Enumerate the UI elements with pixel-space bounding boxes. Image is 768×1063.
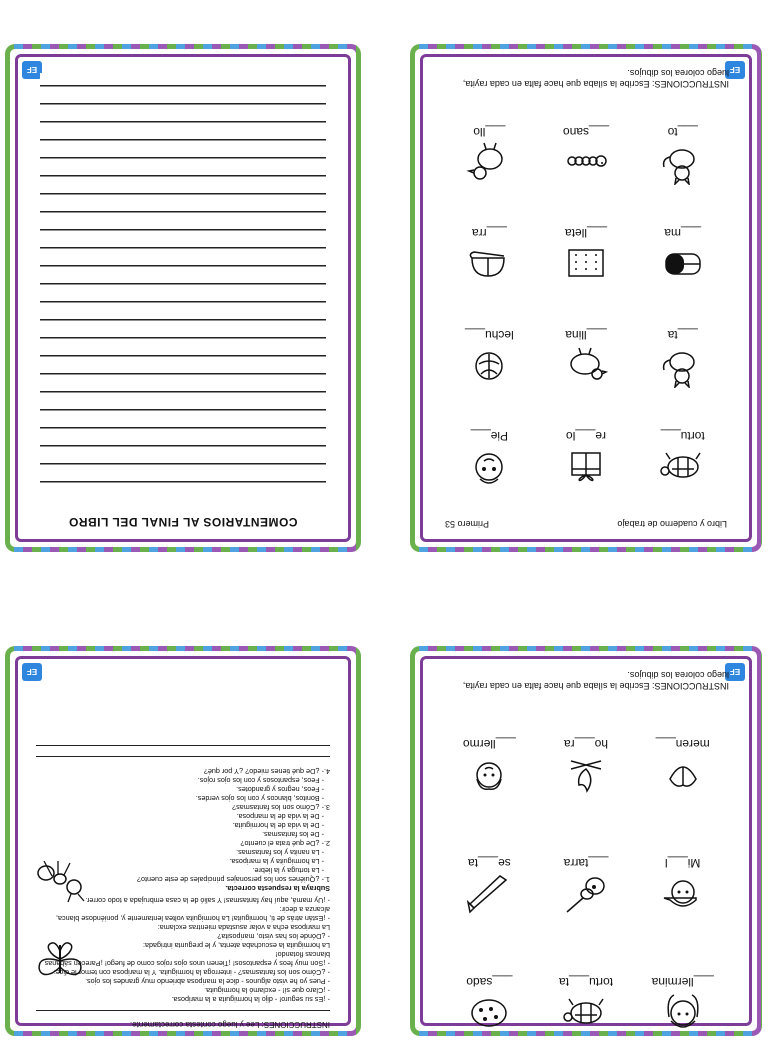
worksheet-1-page bbox=[420, 54, 752, 542]
syllable-item bbox=[634, 306, 731, 408]
syllable-item bbox=[634, 707, 731, 826]
syllable-grid bbox=[441, 103, 731, 509]
worksheet-1-instructions: INSTRUCCIONES: Escribe la sílaba que hace falta en cada rayita, luego colorea los dibujos. bbox=[462, 68, 729, 89]
answer-option[interactable]: - De la vida de la mariposa. bbox=[236, 812, 324, 821]
worksheet-2-instructions: INSTRUCCIONES: Escribe la sílaba que hace falta en cada rayita, luego colorea los dibujos. bbox=[462, 670, 729, 691]
syllable-word-blank[interactable]: re___lo bbox=[566, 429, 607, 444]
page-number: Primero 53 bbox=[445, 519, 490, 529]
syllable-item bbox=[441, 826, 538, 945]
reading-page bbox=[15, 656, 351, 1029]
story-line: La hormiguita la escuchaba atenta, y le pregunta intrigada: bbox=[143, 941, 330, 950]
syllable-item bbox=[634, 205, 731, 307]
syllable-word-blank[interactable]: ___sado bbox=[466, 974, 513, 989]
story-line: - ¡Son muy feos y espantosos! ¡Tienen unos ojos rojos como de fuego! ¡Parecen sábanas blancas flotando! bbox=[44, 950, 330, 968]
story-line: - Pues yo he visto algunos - dice la mariposa abriendo muy grandes los ojos. bbox=[85, 977, 330, 986]
syllable-word-blank[interactable]: ___llermina bbox=[651, 974, 714, 989]
turtle-icon bbox=[660, 447, 706, 487]
syllable-word-blank[interactable]: ___llermo bbox=[463, 737, 516, 752]
syllable-word-blank[interactable]: ___ta bbox=[667, 327, 698, 342]
baby-icon bbox=[466, 447, 512, 487]
syllable-worksheet-2 bbox=[410, 646, 762, 1036]
answer-option[interactable]: - De los fantasmas. bbox=[262, 830, 324, 839]
eraser-icon bbox=[660, 244, 706, 284]
guitar-icon bbox=[563, 874, 609, 914]
reading-worksheet bbox=[5, 646, 361, 1036]
story-line: - ¡Es su seguro! - dijo la hormiguita a la mariposa. bbox=[171, 995, 330, 1004]
answer-line[interactable] bbox=[36, 745, 330, 756]
syllable-item bbox=[441, 944, 538, 1063]
boy-icon bbox=[466, 755, 512, 795]
chicken-icon bbox=[466, 143, 512, 183]
syllable-word-blank[interactable]: ___rra bbox=[472, 226, 507, 241]
syllable-item bbox=[538, 306, 635, 408]
publisher-logo-icon: EF bbox=[22, 663, 42, 681]
syllable-item bbox=[538, 707, 635, 826]
syllable-word-blank[interactable]: ___lleta bbox=[564, 226, 608, 241]
cat-icon bbox=[660, 346, 706, 386]
syllable-item bbox=[538, 103, 635, 205]
syllable-item bbox=[634, 408, 731, 510]
publisher-logo-icon: EF bbox=[22, 61, 42, 79]
writing-lines[interactable] bbox=[40, 73, 326, 499]
syllable-item bbox=[634, 826, 731, 945]
answer-option[interactable]: - Bonitos, blancos y con los ojos verdes. bbox=[195, 794, 324, 803]
meringue-icon bbox=[660, 755, 706, 795]
page-footer bbox=[445, 519, 727, 529]
publisher-logo-icon: EF bbox=[725, 61, 745, 79]
publisher-logo-icon: EF bbox=[725, 663, 745, 681]
answer-option[interactable]: - Feos, espantosos y con los ojos rojos. bbox=[197, 776, 324, 785]
syllable-word-blank[interactable]: ___tarra bbox=[563, 856, 609, 871]
saw-icon bbox=[466, 874, 512, 914]
book-title: Libro y cuaderno de trabajo bbox=[617, 519, 727, 529]
question-text: 3.- ¿Cómo son los fantasmas? bbox=[232, 803, 330, 812]
worksheet-2-page bbox=[420, 656, 752, 1026]
title-line bbox=[36, 1010, 330, 1017]
answer-option[interactable]: - Feos, negros y grandotes. bbox=[236, 785, 324, 794]
syllable-item bbox=[538, 408, 635, 510]
syllable-word-blank[interactable]: Mi___l bbox=[665, 856, 701, 871]
turtle-icon bbox=[563, 993, 609, 1033]
syllable-item bbox=[441, 707, 538, 826]
worm-icon bbox=[563, 143, 609, 183]
syllable-item bbox=[538, 826, 635, 945]
task-instruction: Subraya la respuesta correcta. bbox=[225, 884, 330, 893]
story-line: - ¡Están atrás de ti, hormiguita! La hormiguita voltea lentamente y, poniéndose blanca, alcanza a decir: bbox=[56, 905, 330, 923]
gift-box-icon bbox=[563, 447, 609, 487]
cat-icon bbox=[660, 143, 706, 183]
syllable-word-blank[interactable]: ___ma bbox=[664, 226, 702, 241]
syllable-word-blank[interactable]: ___sano bbox=[562, 124, 610, 139]
syllable-grid bbox=[441, 707, 731, 1063]
syllable-word-blank[interactable]: ___to bbox=[667, 124, 698, 139]
story-line: - ¡Claro que sí! - exclamó la hormiguita. bbox=[204, 986, 330, 995]
syllable-item bbox=[538, 944, 635, 1063]
butterfly-icon bbox=[34, 939, 86, 981]
story-line: - ¿Cómo son los fantasmas? - interroga la hormiguita. Y la mariposa con temor le dice: bbox=[53, 968, 330, 977]
question-text: 2.- ¿De qué trata el cuento? bbox=[240, 839, 330, 848]
girl-icon bbox=[660, 993, 706, 1033]
question-text: 1.- ¿Quiénes son los personajes principales de este cuento? bbox=[137, 875, 330, 884]
syllable-item bbox=[538, 205, 635, 307]
story-line: - ¡Uy mamá, aquí hay fantasmas! Y salió de la casa embrujada a todo correr. bbox=[85, 896, 330, 905]
syllable-item bbox=[441, 103, 538, 205]
answer-option[interactable]: - La nanita y los fantasmas. bbox=[236, 848, 324, 857]
boy-cap-icon bbox=[660, 874, 706, 914]
bonfire-icon bbox=[563, 755, 609, 795]
syllable-word-blank[interactable]: tortu___ bbox=[660, 429, 705, 444]
syllable-word-blank[interactable]: ho___ra bbox=[563, 737, 609, 752]
comments-sheet bbox=[5, 44, 361, 552]
reading-instructions: INSTRUCCIONES: Lee y luego contesta correctamente. bbox=[129, 1020, 330, 1029]
comments-page bbox=[15, 54, 351, 542]
comments-title: COMENTARIOS AL FINAL DEL LIBRO bbox=[68, 515, 298, 529]
questions bbox=[100, 767, 330, 884]
syllable-word-blank[interactable]: lechu___ bbox=[464, 327, 514, 342]
syllable-item bbox=[441, 306, 538, 408]
syllable-word-blank[interactable]: ___llina bbox=[565, 327, 607, 342]
syllable-word-blank[interactable]: tortu___ta bbox=[558, 974, 614, 989]
syllable-worksheet-1 bbox=[410, 44, 762, 552]
question-text: 4.- ¿De qué tienes miedo? ¿Y por qué? bbox=[203, 767, 330, 776]
answer-option[interactable]: - La tortuga y la liebre. bbox=[252, 866, 324, 875]
syllable-word-blank[interactable]: ___llo bbox=[473, 124, 506, 139]
story-line: - ¿Dónde los has visto, mariposita? bbox=[217, 932, 330, 941]
answer-option[interactable]: - De la vida de la hormiguita. bbox=[232, 821, 324, 830]
cap-icon bbox=[466, 244, 512, 284]
syllable-item bbox=[441, 408, 538, 510]
lettuce-icon bbox=[466, 346, 512, 386]
story-line: La mariposa echa a volar asustada mientras exclama: bbox=[157, 923, 330, 932]
pizza-icon bbox=[466, 993, 512, 1033]
syllable-item bbox=[441, 205, 538, 307]
syllable-word-blank[interactable]: se___ta bbox=[468, 856, 511, 871]
answer-line[interactable] bbox=[36, 756, 330, 767]
syllable-word-blank[interactable]: meren___ bbox=[655, 737, 710, 752]
syllable-item bbox=[634, 103, 731, 205]
cracker-icon bbox=[563, 244, 609, 284]
syllable-word-blank[interactable]: Pie___ bbox=[470, 429, 509, 444]
answer-option[interactable]: - La hormiguita y la mariposa. bbox=[229, 857, 324, 866]
syllable-item bbox=[634, 944, 731, 1063]
hen-icon bbox=[563, 346, 609, 386]
ant-icon bbox=[32, 857, 88, 903]
